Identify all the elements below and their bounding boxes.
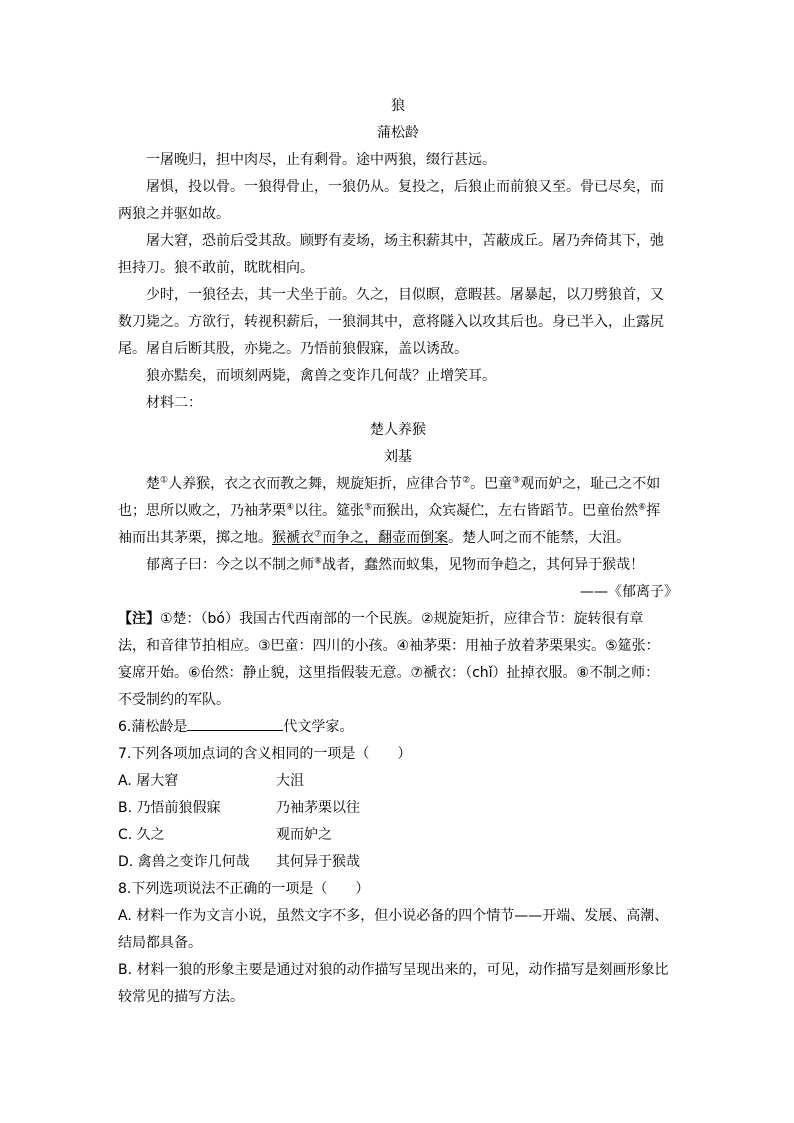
- question-6: 6.蒲松龄是 代文学家。: [118, 714, 678, 741]
- material1-paragraph-3: [118, 228, 678, 282]
- question-7: [118, 741, 678, 876]
- material2-line-4: 郁离子曰：今之以不制之师⑧战者，蠢然而蚁集，见物而争趋之，其何异于猴哉！: [146, 556, 645, 573]
- option-a[interactable]: A. 材料一作为文言小说，虽然文字不多，但小说必备的四个情节——开端、发展、高潮、 结局都具备。: [118, 908, 669, 951]
- text-line: 数刀毙之。方欲行，转视积薪后，一狼洞其中，意将隧入以攻其后也。身已半入，止露尻: [118, 314, 664, 330]
- material1-paragraph-1: 一屠晚归，担中肉尽，止有剩骨。途中两狼，缀行甚远。: [146, 152, 496, 168]
- footnote-mark: ⑦: [314, 529, 323, 540]
- material2-label: 材料二：: [146, 395, 202, 411]
- material2-author: 刘基: [384, 449, 412, 465]
- material1-paragraph-4: [118, 282, 678, 363]
- question-8: [118, 876, 678, 1011]
- underlined-text: 猴褫衣⑦而争之，翻壶而倒案: [272, 529, 449, 546]
- note-line: 不受制约的军队。: [118, 692, 230, 708]
- text-line: 尾。屠自后断其股，亦毙之。乃悟前狼假寐，盖以诱敌。: [118, 341, 468, 357]
- notes-label: 【注】: [118, 611, 160, 627]
- note-line: 法，和音律节拍相应。③巴童：四川的小孩。④袖茅栗：用袖子放着茅栗果实。⑤筵张：: [118, 638, 660, 654]
- text-line: 少时，一狼径去，其一犬坐于前。久之，目似瞑，意暇甚。屠暴起，以刀劈狼首，又: [146, 287, 664, 303]
- text-line: 屠大窘，恐前后受其敌。顾野有麦场，场主积薪其中，苫蔽成丘。屠乃奔倚其下，弛: [146, 233, 664, 249]
- option-d[interactable]: D. 禽兽之变诈几何哉 其何异于猴哉: [118, 854, 360, 870]
- material2-line-2: 也；思所以败之，乃袖茅栗④以往。筵张⑤而猴出，众宾凝伫，左右皆蹈节。巴童佁然⑥挥: [118, 502, 661, 519]
- notes-section: [118, 606, 678, 714]
- material1-paragraph-5: 狼亦黠矣，而顷刻两毙，禽兽之变诈几何哉？止增笑耳。: [146, 368, 496, 384]
- footnote-mark: ⑥: [638, 502, 647, 513]
- note-line: 宴席开始。⑥佁然：静止貌，这里指假装无意。⑦褫衣：（chǐ）扯掉衣服。⑧不制之师：: [118, 665, 660, 681]
- text-line: 屠惧，投以骨。一狼得骨止，一狼仍从。复投之，后狼止而前狼又至。骨已尽矣，而: [146, 179, 664, 195]
- material1-author: 蒲松龄: [377, 125, 419, 141]
- footnote-mark: ①: [160, 475, 169, 486]
- answer-blank[interactable]: [187, 716, 283, 731]
- question-stem: 8.下列选项说法不正确的一项是（ ）: [118, 881, 370, 897]
- footnote-mark: ⑤: [364, 502, 373, 513]
- note-line: 【注】①楚：（bó）我国古代西南部的一个民族。②规旋矩折，应律合节：旋转很有章: [118, 611, 644, 627]
- text-line: 担持刀。狼不敢前，眈眈相向。: [118, 260, 314, 276]
- question-stem: 7.下列各项加点词的含义相同的一项是（ ）: [118, 746, 412, 762]
- material1-paragraph-2: [118, 174, 678, 228]
- material2-title: 楚人养猴: [370, 422, 426, 438]
- option-b[interactable]: B. 乃悟前狼假寐 乃袖茅栗以往: [118, 800, 360, 816]
- material1-title: 狼: [391, 98, 405, 114]
- material2-line-1: 楚①人养猴，衣之衣而教之舞，规旋矩折，应律合节②。巴童③观而妒之，耻己之不如: [146, 475, 661, 492]
- footnote-mark: ⑧: [314, 556, 323, 567]
- option-b[interactable]: B. 材料一狼的形象主要是通过对狼的动作描写呈现出来的，可见，动作描写是刻画形象比 较常见的描写方法。: [118, 962, 669, 1005]
- footnote-mark: ④: [286, 502, 295, 513]
- footnote-mark: ②: [462, 475, 471, 486]
- document-page: [118, 93, 678, 1011]
- text-line: 两狼之并驱如故。: [118, 206, 230, 222]
- option-a[interactable]: A. 屠大窘 大沮: [118, 773, 304, 789]
- material2-line-3: 袖而出其茅栗，掷之地。猴褫衣⑦而争之，翻壶而倒案。楚人呵之而不能禁，大沮。: [118, 529, 631, 546]
- material2-source: ——《郁离子》: [580, 584, 678, 600]
- footnote-mark: ③: [512, 475, 521, 486]
- option-c[interactable]: C. 久之 观而妒之: [118, 827, 332, 843]
